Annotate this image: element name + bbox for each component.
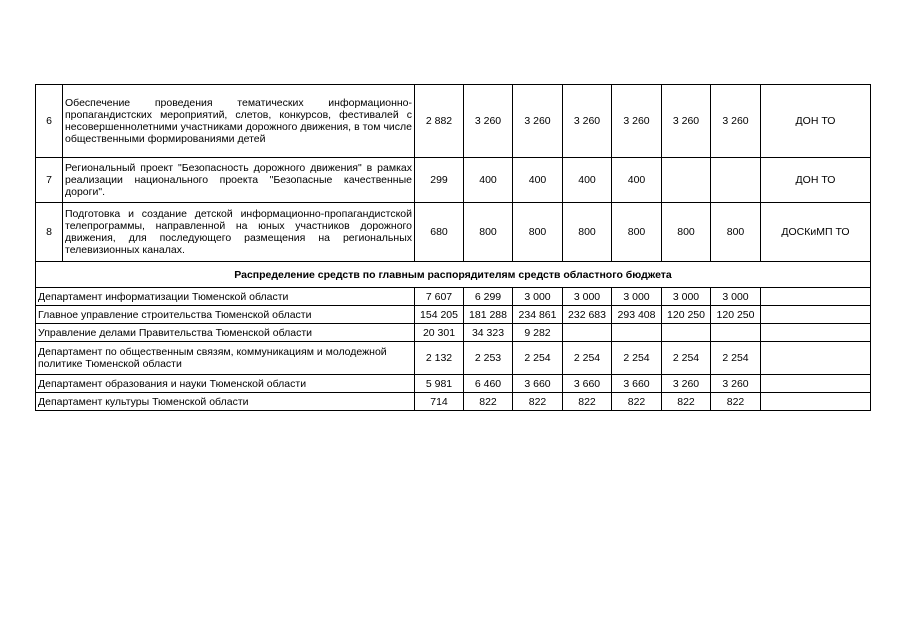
value-cell: 3 660 xyxy=(513,375,563,393)
value-cell: 7 607 xyxy=(415,288,464,306)
value-cell: 3 000 xyxy=(612,288,662,306)
value-cell: 3 000 xyxy=(563,288,612,306)
program-rows xyxy=(36,85,871,262)
value-cell: 2 254 xyxy=(612,342,662,375)
value-cell: 800 xyxy=(711,203,761,262)
department-name: Управление делами Правительства Тюменской области xyxy=(36,324,415,342)
value-cell xyxy=(612,324,662,342)
table-row xyxy=(36,288,871,306)
budget-table xyxy=(35,84,871,411)
table-row xyxy=(36,203,871,262)
value-cell: 822 xyxy=(513,393,563,411)
value-cell: 800 xyxy=(513,203,563,262)
responsible-cell: ДОН ТО xyxy=(761,85,871,158)
empty-cell xyxy=(761,393,871,411)
value-cell: 3 260 xyxy=(662,85,711,158)
table-row xyxy=(36,158,871,203)
empty-cell xyxy=(761,324,871,342)
value-cell: 800 xyxy=(662,203,711,262)
empty-cell xyxy=(761,375,871,393)
value-cell: 3 000 xyxy=(662,288,711,306)
value-cell: 3 000 xyxy=(513,288,563,306)
value-cell: 293 408 xyxy=(612,306,662,324)
value-cell: 2 253 xyxy=(464,342,513,375)
value-cell: 3 260 xyxy=(513,85,563,158)
value-cell xyxy=(662,324,711,342)
department-name: Департамент информатизации Тюменской области xyxy=(36,288,415,306)
value-cell: 822 xyxy=(612,393,662,411)
value-cell: 3 260 xyxy=(612,85,662,158)
row-description: Подготовка и создание детской информационно-пропагандистской телепрограммы, направленной на юных участников дорожного движения, для последующего размещения на региональных телевизионных каналах. xyxy=(63,203,415,262)
value-cell: 120 250 xyxy=(711,306,761,324)
value-cell: 3 260 xyxy=(711,375,761,393)
table-row xyxy=(36,306,871,324)
value-cell: 3 260 xyxy=(464,85,513,158)
value-cell: 822 xyxy=(662,393,711,411)
row-number: 8 xyxy=(36,203,63,262)
table-row xyxy=(36,324,871,342)
value-cell: 3 660 xyxy=(612,375,662,393)
value-cell: 400 xyxy=(563,158,612,203)
value-cell: 3 000 xyxy=(711,288,761,306)
row-number: 7 xyxy=(36,158,63,203)
section-header xyxy=(36,262,871,288)
value-cell: 3 260 xyxy=(662,375,711,393)
value-cell: 9 282 xyxy=(513,324,563,342)
table-row xyxy=(36,85,871,158)
value-cell: 6 460 xyxy=(464,375,513,393)
department-name: Департамент по общественным связям, коммуникациям и молодежной политике Тюменской области xyxy=(36,342,415,375)
value-cell: 800 xyxy=(464,203,513,262)
section-row xyxy=(36,262,871,288)
value-cell: 400 xyxy=(464,158,513,203)
value-cell: 34 323 xyxy=(464,324,513,342)
responsible-cell: ДОСКиМП ТО xyxy=(761,203,871,262)
row-description: Региональный проект "Безопасность дорожного движения" в рамках реализации национального проекта "Безопасные качественные дороги". xyxy=(63,158,415,203)
value-cell: 2 254 xyxy=(711,342,761,375)
value-cell xyxy=(563,324,612,342)
value-cell: 2 132 xyxy=(415,342,464,375)
value-cell: 232 683 xyxy=(563,306,612,324)
value-cell xyxy=(711,324,761,342)
department-rows xyxy=(36,288,871,411)
value-cell: 299 xyxy=(415,158,464,203)
empty-cell xyxy=(761,306,871,324)
value-cell: 3 260 xyxy=(711,85,761,158)
value-cell: 822 xyxy=(464,393,513,411)
value-cell: 2 254 xyxy=(563,342,612,375)
value-cell: 6 299 xyxy=(464,288,513,306)
row-number: 6 xyxy=(36,85,63,158)
empty-cell xyxy=(761,288,871,306)
value-cell: 714 xyxy=(415,393,464,411)
department-name: Департамент культуры Тюменской области xyxy=(36,393,415,411)
row-description: Обеспечение проведения тематических информационно-пропагандистских мероприятий, слетов, конкурсов, фестивалей с несовершеннолетними участниками дорожного движения, в том числе общественными формированиями детей xyxy=(63,85,415,158)
value-cell: 181 288 xyxy=(464,306,513,324)
empty-cell xyxy=(761,342,871,375)
department-name: Департамент образования и науки Тюменской области xyxy=(36,375,415,393)
value-cell: 154 205 xyxy=(415,306,464,324)
table-row xyxy=(36,375,871,393)
responsible-cell: ДОН ТО xyxy=(761,158,871,203)
value-cell: 234 861 xyxy=(513,306,563,324)
value-cell: 2 254 xyxy=(513,342,563,375)
value-cell: 400 xyxy=(513,158,563,203)
value-cell: 400 xyxy=(612,158,662,203)
value-cell: 822 xyxy=(563,393,612,411)
department-name: Главное управление строительства Тюменской области xyxy=(36,306,415,324)
value-cell: 5 981 xyxy=(415,375,464,393)
value-cell: 2 254 xyxy=(662,342,711,375)
value-cell xyxy=(711,158,761,203)
table-row xyxy=(36,393,871,411)
value-cell: 120 250 xyxy=(662,306,711,324)
value-cell: 20 301 xyxy=(415,324,464,342)
value-cell xyxy=(662,158,711,203)
value-cell: 3 260 xyxy=(563,85,612,158)
value-cell: 2 882 xyxy=(415,85,464,158)
value-cell: 3 660 xyxy=(563,375,612,393)
value-cell: 800 xyxy=(563,203,612,262)
section-title: Распределение средств по главным распорядителям средств областного бюджета xyxy=(36,262,871,288)
value-cell: 800 xyxy=(612,203,662,262)
value-cell: 822 xyxy=(711,393,761,411)
table-row xyxy=(36,342,871,375)
value-cell: 680 xyxy=(415,203,464,262)
